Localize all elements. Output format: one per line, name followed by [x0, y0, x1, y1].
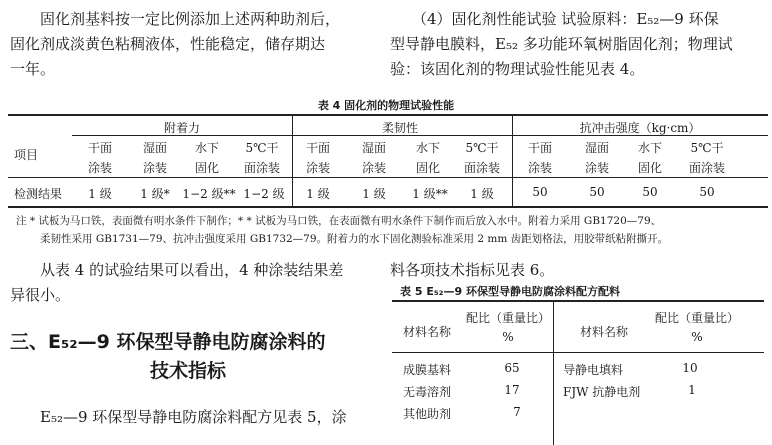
table4-sub-bottom: 涂装 [584, 161, 610, 175]
table4-result: 50 [532, 185, 548, 199]
table4-result: 1−2 级 [243, 187, 285, 201]
table5-row-name: 成膜基料 [403, 363, 452, 377]
table4-bottom-rule [8, 206, 768, 208]
table4-top-rule [8, 114, 768, 116]
bottom-left-line-1: E₅₂—9 环保型导静电防腐涂料配方见表 5，涂 [40, 408, 347, 426]
table4-sub-top: 湿面 [584, 141, 610, 155]
table4-sub-top: 水下 [637, 141, 663, 155]
table4-result: 1 级* [140, 187, 170, 201]
table4-sub-top: 5℃干 [690, 141, 724, 155]
table5-row-ratio: 1 [688, 383, 696, 397]
table5-row-name: 其他助剂 [403, 407, 452, 421]
table4-header-rule [8, 177, 768, 178]
table5-row-name: 导静电填料 [563, 363, 624, 377]
table4-sub-bottom: 面涂装 [688, 161, 726, 175]
table5-header-ratio-unit: % [502, 330, 514, 344]
table5-row-ratio: 10 [682, 361, 698, 375]
table4-note-line-1: 注 * 试板为马口铁，表面微有明水条件下制作；* * 试板为马口铁，在表面微有明水条件下制作而后放入水中。附着力采用 GB1720—79、 [16, 215, 662, 227]
table4-result: 50 [642, 185, 658, 199]
table4-result: 1 级 [306, 187, 330, 201]
mid-left-line-1: 从表 4 的试验结果可以看出，4 种涂装结果差 [40, 261, 344, 279]
table4-group-impact: 抗冲击强度（kg·cm） [579, 121, 701, 135]
top-left-line-3: 一年。 [10, 60, 56, 78]
table4-result: 1−2 级** [182, 187, 236, 201]
table4-result: 1 级 [470, 187, 494, 201]
section-heading-line-1: 三、E₅₂—9 环保型导静电防腐涂料的 [10, 331, 326, 353]
table4-sub-bottom: 涂装 [527, 161, 553, 175]
table4-caption: 表 4 固化剂的物理试验性能 [317, 99, 455, 112]
table4-sub-top: 干面 [527, 141, 553, 155]
table4-sub-top: 水下 [415, 141, 441, 155]
table5-header-ratio: 配比（重量比） [465, 311, 551, 325]
table4-result: 1 级** [412, 187, 448, 201]
mid-left-line-2: 异很小。 [10, 286, 71, 304]
table4-divider-1 [292, 114, 293, 206]
table4-sub-bottom: 涂装 [361, 161, 387, 175]
table4-sub-top: 水下 [194, 141, 220, 155]
table4-row-label: 项目 [14, 148, 39, 162]
table4-sub-bottom: 涂装 [142, 161, 168, 175]
table5-row-ratio: 7 [513, 405, 521, 419]
table4-sub-bottom: 固化 [415, 161, 441, 175]
table4-sub-top: 湿面 [361, 141, 387, 155]
top-left-line-2: 固化剂成淡黄色粘稠液体，性能稳定，储存期达 [10, 35, 326, 53]
table5-header-name: 材料名称 [580, 325, 629, 339]
table4-divider-2 [512, 114, 513, 206]
table4-sub-top: 5℃干 [465, 141, 499, 155]
table5-header-rule [392, 352, 764, 353]
table5-caption: 表 5 E₅₂—9 环保型导静电防腐涂料配方配料 [400, 285, 620, 298]
table4-group-flexibility: 柔韧性 [381, 121, 419, 135]
table5-top-rule [392, 300, 764, 302]
table5-header-name: 材料名称 [403, 325, 452, 339]
table4-sub-bottom: 涂装 [87, 161, 113, 175]
table5-header-ratio-unit: % [691, 330, 703, 344]
table4-result-label: 检测结果 [14, 187, 63, 201]
table4-sub-top: 干面 [87, 141, 113, 155]
table4-result: 1 级 [362, 187, 386, 201]
table5-divider [553, 300, 554, 445]
section-heading-line-2: 技术指标 [150, 360, 227, 382]
table4-sub-top: 5℃干 [245, 141, 279, 155]
table4-sub-bottom: 面涂装 [243, 161, 281, 175]
table5-header-ratio: 配比（重量比） [654, 311, 740, 325]
table5-row-name: 无毒溶剂 [403, 385, 452, 399]
top-right-line-3: 验：该固化剂的物理试验性能见表 4。 [390, 60, 645, 78]
table5-row-ratio: 65 [504, 361, 520, 375]
table4-group-adhesion: 附着力 [163, 121, 201, 135]
top-right-line-1: （4）固化剂性能试验 试验原料：E₅₂—9 环保 [412, 10, 719, 28]
table4-sub-bottom: 涂装 [305, 161, 331, 175]
table4-sub-bottom: 固化 [194, 161, 220, 175]
table5-row-name: FJW 抗静电剂 [563, 385, 641, 399]
table4-result: 50 [699, 185, 715, 199]
mid-right-line-1: 料各项技术指标见表 6。 [390, 261, 555, 279]
table4-sub-top: 干面 [305, 141, 331, 155]
table4-result: 50 [589, 185, 605, 199]
table4-sub-bottom: 面涂装 [463, 161, 501, 175]
table4-result: 1 级 [88, 187, 112, 201]
table4-note-line-2: 柔韧性采用 GB1731—79、抗冲击强度采用 GB1732—79。附着力的水下固化测验标准采用 2 mm 齿距划格法，用胶带纸粘附撕开。 [40, 233, 669, 245]
table5-row-ratio: 17 [504, 383, 520, 397]
table4-sub-bottom: 固化 [637, 161, 663, 175]
top-right-line-2: 型导静电膜料，E₅₂ 多功能环氧树脂固化剂；物理试 [390, 35, 733, 53]
table4-sub-top: 湿面 [142, 141, 168, 155]
top-left-line-1: 固化剂基料按一定比例添加上述两种助剂后， [40, 10, 341, 28]
